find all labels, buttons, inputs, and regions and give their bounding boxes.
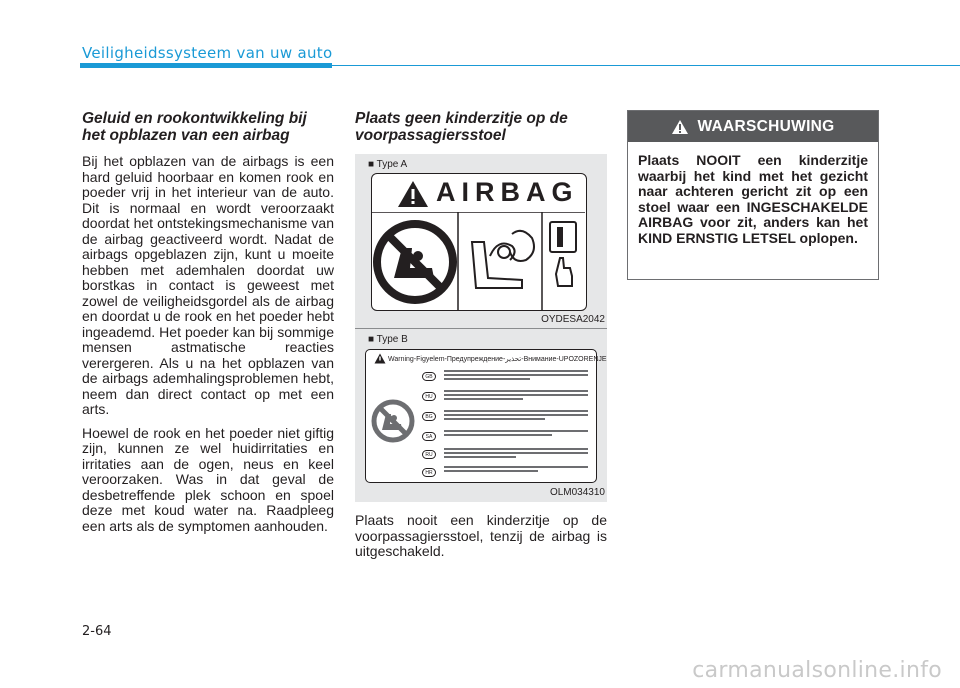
label-b-row: [422, 430, 588, 444]
airbag-label-title: AIRBAG: [436, 177, 579, 207]
language-code: HU: [422, 392, 436, 401]
watermark: carmanualsonline.info: [692, 658, 942, 683]
label-b-row: [422, 390, 588, 404]
column-middle: [355, 110, 607, 568]
label-a-pictograms: [372, 212, 585, 310]
language-code: RU: [422, 450, 436, 459]
paragraph-airbag-noise-2: Hoewel de rook en het poeder niet giftig zijn, kunnen ze wel huidirritaties en irritaties aan de ogen, neus en keel veroorzaken. Was in dat geval de desbetreffende plek schoon en spoel deze met koud water na. Raadpleeg een arts als de symptomen aanhouden.: [82, 424, 334, 534]
warning-triangle-icon: [396, 179, 430, 209]
label-b-row: [422, 370, 588, 384]
header-rule: [332, 65, 960, 66]
warning-text: Plaats NOOIT een kinderzitje waarbij het kind met het gezicht naar achteren gericht zit op een stoel waar een INGESCHAKELDE AIRBAG voor zit, anders kan het KIND ERNSTIG LETSEL oplopen.: [638, 152, 868, 246]
figure-type-a-label: ■ Type A: [368, 159, 408, 170]
label-b-row: [422, 466, 588, 480]
label-b-row: [422, 410, 588, 424]
language-code: SA: [422, 432, 436, 441]
figure-airbag-label-type-a: [355, 154, 607, 329]
warning-header: [628, 111, 878, 142]
label-b-title: Warning-Figyelem-Предупреждение-تحذير-Внимание-UPOZORENJE: [388, 356, 607, 363]
no-child-seat-icon: [370, 398, 416, 444]
warning-triangle-icon: [671, 119, 689, 135]
figure-a-code: OYDESA2042: [541, 314, 605, 325]
label-b-row: [422, 448, 588, 462]
warning-box: [627, 110, 879, 280]
page-number: 2-64: [82, 624, 112, 639]
manual-icon: [550, 222, 576, 286]
figure-type-b-label: ■ Type B: [368, 334, 408, 345]
figure-b-code: OLM034310: [549, 487, 605, 498]
section-header-title: Veiligheidssysteem van uw auto: [82, 44, 333, 62]
warning-title: WAARSCHUWING: [697, 117, 835, 135]
paragraph-airbag-noise-1: Bij het opblazen van de airbags is een hard geluid hoorbaar en komen rook en poeder vrij in het interieur van de auto. Dit is normaal en wordt veroorzaakt doordat het ontstekingsmechanisme van de airbag geactiveerd wordt. Nadat de airbags opgeblazen zijn, kunt u moeite hebben met ademhalen doordat uw borstkas in contact is geweest met zowel de veiligheidsgordel als de airbag en doordat u de rook en het poeder hebt ingeademd. Het poeder kan bij sommige mensen astmatische reacties verergeren. Als u na het opblazen van de airbags ademhalingsproblemen hebt, neem dan direct contact op met een arts.: [82, 153, 334, 417]
header-accent-bar: [80, 63, 332, 68]
language-code: BG: [422, 412, 436, 421]
language-code: HR: [422, 468, 436, 477]
heading-airbag-noise: Geluid en rookontwikkeling bij het opblazen van een airbag: [82, 110, 307, 144]
column-left: [82, 110, 334, 542]
airbag-warning-label-b: [365, 349, 607, 483]
heading-no-child-seat: Plaats geen kinderzitje op de voorpassagiersstoel: [355, 110, 568, 144]
airbag-warning-label-a: [371, 173, 587, 311]
warning-triangle-icon: [374, 353, 386, 364]
language-code: GB: [422, 372, 436, 381]
paragraph-no-child-seat: Plaats nooit een kinderzitje op de voorpassagiersstoel, tenzij de airbag is uitgeschakeld.: [355, 512, 607, 559]
no-child-seat-icon: [377, 224, 453, 300]
seat-airbag-icon: [472, 231, 534, 288]
figure-airbag-label-type-b: [355, 329, 607, 502]
